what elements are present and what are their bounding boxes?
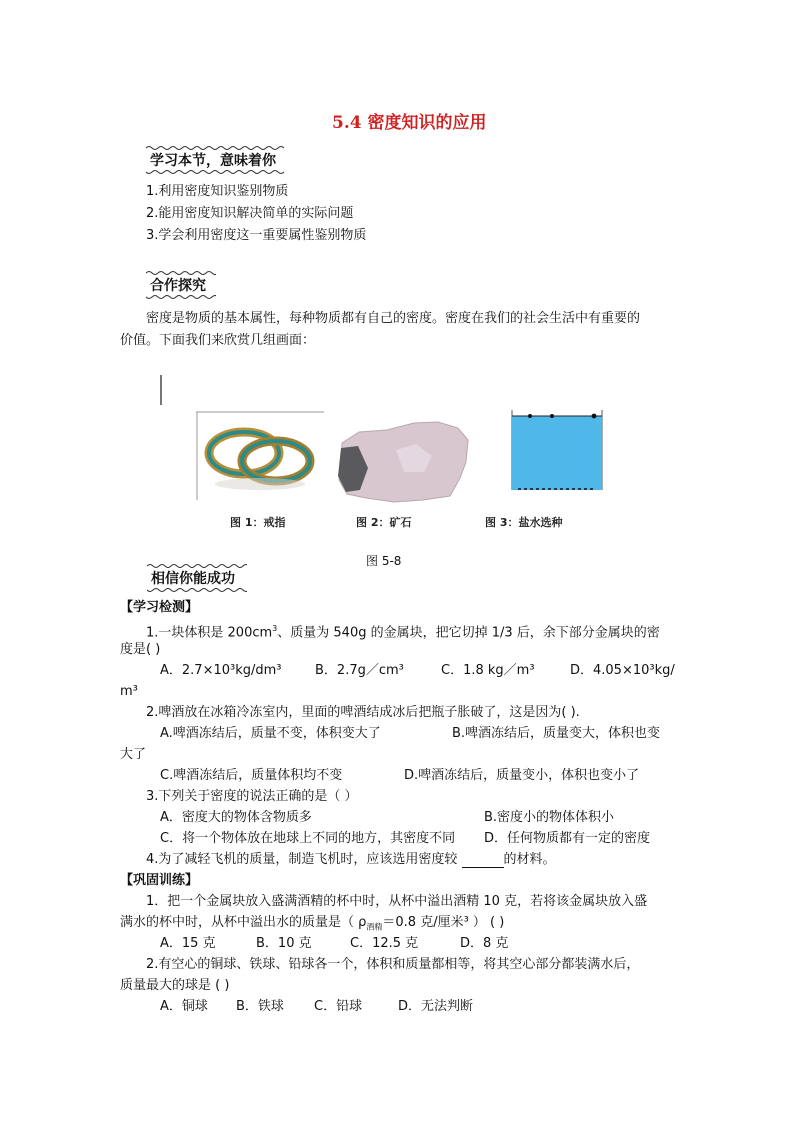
- practice-header: 【巩固训练】: [120, 873, 199, 888]
- figure-illustrations: [196, 410, 603, 510]
- p1-option-d: D．8 克: [460, 936, 509, 951]
- explore-paragraph-line-2: 价值。下面我们来欣赏几组画面：: [120, 333, 316, 348]
- section-header-learn-text: 学习本节，意味着你: [150, 153, 276, 169]
- wavy-border-bottom-icon: [146, 170, 286, 175]
- q1-option-d: D．4.05×10³kg/: [570, 663, 675, 678]
- beaker-icon: [512, 410, 602, 490]
- q1-line-2: 度是( ): [120, 642, 161, 657]
- q1-option-a: A．2.7×10³kg/dm³: [160, 663, 282, 678]
- p1-option-c: C．12.5 克: [350, 936, 419, 951]
- p1-text-b: ＝0.8 克/厘米³ ） ( ): [382, 915, 505, 930]
- q2-option-b: B.啤酒冻结后，质量变大，体积也变: [452, 726, 661, 741]
- figure-margin-mark: [160, 375, 162, 405]
- wavy-border-top-icon: [146, 145, 286, 150]
- q3-line-1: 3.下列关于密度的说法正确的是（ ）: [146, 789, 358, 804]
- q1-text-a: 1.一块体积是 200cm: [146, 625, 273, 641]
- q1-option-c: C．1.8 kg／m³: [441, 663, 535, 678]
- p1-text-a: 满水的杯中时，从杯中溢出水的质量是（ ρ: [120, 915, 367, 930]
- q1-line-1: [146, 620, 660, 641]
- wavy-border-bottom-icon: [147, 588, 247, 593]
- q1-superscript: 3: [272, 624, 278, 633]
- figure-caption-ring: 图 1：戒指: [230, 516, 286, 529]
- section-header-explore-text: 合作探究: [150, 278, 206, 294]
- p1-line-2: [120, 914, 504, 936]
- p2-line-2: 质量最大的球是 ( ): [120, 978, 230, 993]
- section-header-success: [151, 568, 235, 588]
- wavy-border-bottom-icon: [146, 295, 216, 300]
- wavy-border-top-icon: [146, 270, 216, 275]
- ore-rock-icon: [338, 422, 468, 502]
- learn-item-2: 2.能用密度知识解决简单的实际问题: [146, 206, 354, 221]
- p2-option-c: C．铅球: [314, 999, 363, 1014]
- section-header-success-text: 相信你能成功: [151, 571, 235, 587]
- q1-option-b: B．2.7g／cm³: [315, 663, 404, 678]
- p2-line-1: 2.有空心的铜球、铁球、铅球各一个，体积和质量都相等，将其空心部分都装满水后，: [146, 957, 640, 972]
- figure-5-8: [196, 410, 603, 510]
- page-title: 5.4 密度知识的应用: [332, 113, 487, 133]
- figure-caption-ore: 图 2：矿石: [356, 516, 412, 529]
- p1-subscript: 酒精: [366, 922, 383, 932]
- q1-option-d-cont: m³: [120, 684, 138, 699]
- q4-text-b: 的材料。: [503, 852, 556, 867]
- q3-option-c: C．将一个物体放在地球上不同的地方，其密度不同: [160, 831, 456, 846]
- learn-item-1: 1.利用密度知识鉴别物质: [146, 184, 289, 199]
- q4-blank: [462, 855, 504, 868]
- section-header-learn: [150, 150, 276, 170]
- q2-option-d: D.啤酒冻结后，质量变小，体积也变小了: [404, 768, 640, 783]
- figure-label: 图 5-8: [366, 554, 402, 568]
- explore-paragraph-line-1: 密度是物质的基本属性，每种物质都有自己的密度。密度在我们的社会生活中有重要的: [146, 311, 641, 326]
- learn-item-3: 3.学会利用密度这一重要属性鉴别物质: [146, 228, 367, 243]
- test-header: 【学习检测】: [120, 600, 199, 615]
- figure-caption-saltwater: 图 3：盐水选种: [485, 516, 563, 529]
- p2-option-b: B．铁球: [236, 999, 284, 1014]
- rings-icon: [209, 432, 310, 490]
- q3-option-b: B.密度小的物体体积小: [484, 810, 615, 825]
- q4-line: [146, 851, 556, 868]
- q2-option-a: A.啤酒冻结后，质量不变，体积变大了: [160, 726, 381, 741]
- section-header-explore: [150, 275, 206, 295]
- wavy-border-top-icon: [147, 563, 247, 568]
- q1-text-b: 、质量为 540g 的金属块，把它切掉 1/3 后，余下部分金属块的密: [277, 625, 660, 641]
- p2-option-a: A．铜球: [160, 999, 208, 1014]
- p2-option-d: D．无法判断: [398, 999, 474, 1014]
- q3-option-d: D．任何物质都有一定的密度: [484, 831, 651, 846]
- q2-line-1: 2.啤酒放在冰箱冷冻室内，里面的啤酒结成冰后把瓶子胀破了，这是因为( ).: [146, 705, 580, 720]
- p1-line-1: 1．把一个金属块放入盛满酒精的杯中时，从杯中溢出酒精 10 克，若将该金属块放入盛: [146, 894, 648, 909]
- p1-option-b: B．10 克: [256, 936, 312, 951]
- q4-text-a: 4.为了减轻飞机的质量，制造飞机时，应该选用密度较: [146, 852, 458, 867]
- q2-option-b-cont: 大了: [120, 747, 147, 762]
- q3-option-a: A．密度大的物体含物质多: [160, 810, 312, 825]
- p1-option-a: A．15 克: [160, 936, 216, 951]
- q2-option-c: C.啤酒冻结后，质量体积均不变: [160, 768, 343, 783]
